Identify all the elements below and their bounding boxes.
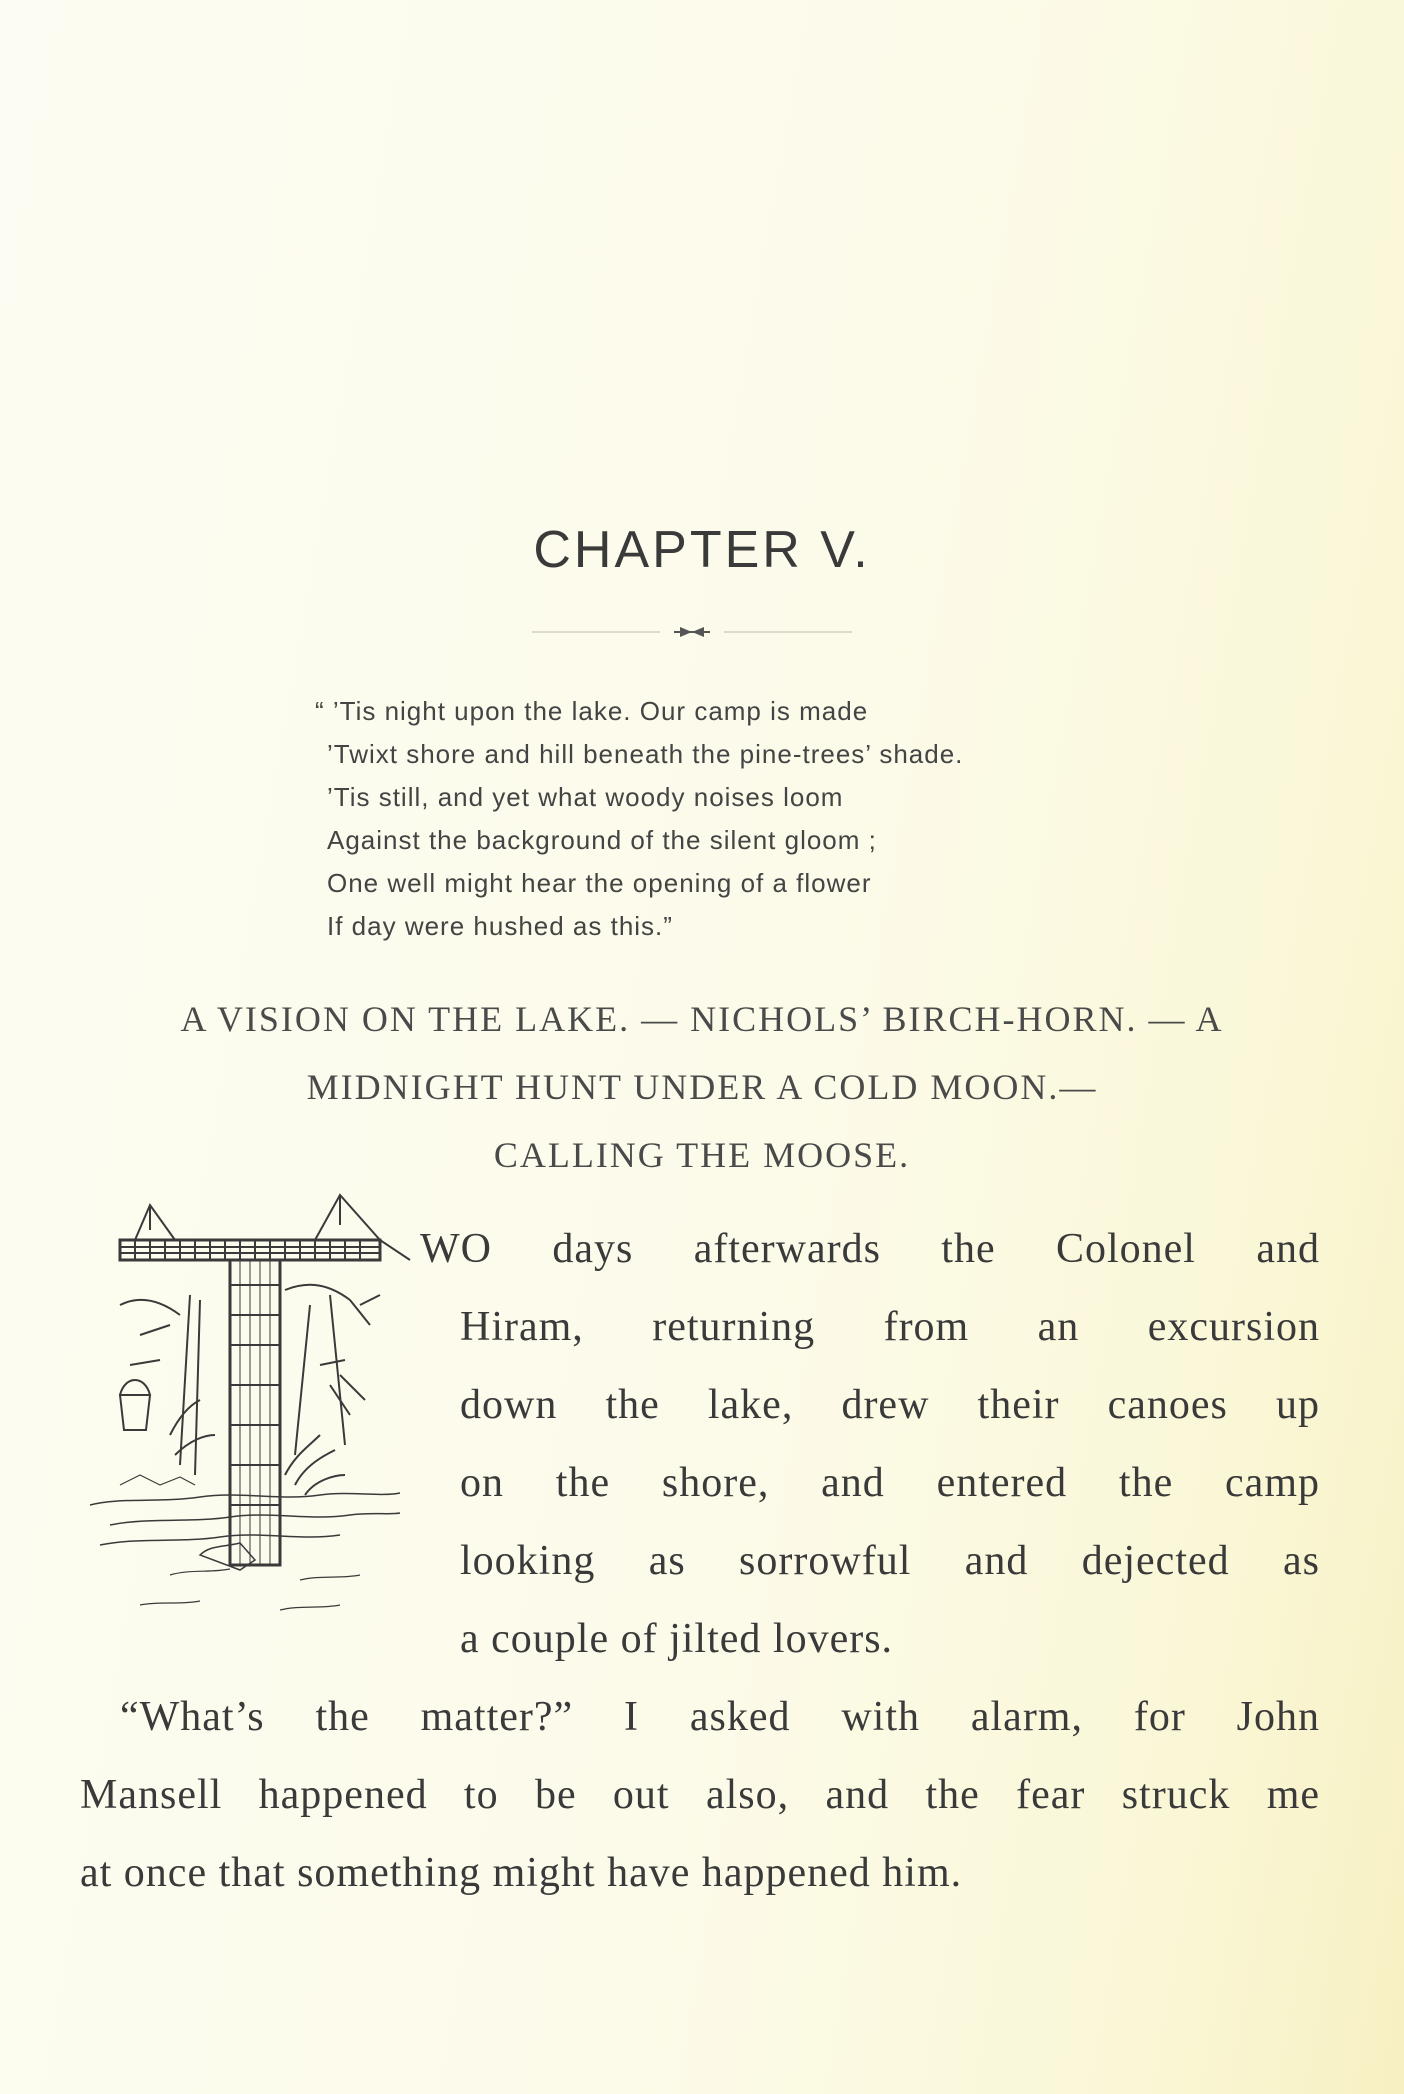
paragraph-line: looking as sorrowful and dejected as (460, 1538, 1320, 1584)
ornament-divider-icon (532, 622, 852, 642)
paragraph-line: Mansell happened to be out also, and the fear struck me (80, 1772, 1320, 1818)
summary-line: MIDNIGHT HUNT UNDER A COLD MOON.— (306, 1067, 1098, 1107)
epigraph-line: Against the background of the silent gloom ; (327, 825, 877, 855)
paragraph-first (420, 1210, 1320, 1678)
paragraph-line: a couple of jilted lovers. (460, 1616, 894, 1662)
paragraph-second (80, 1678, 1320, 1912)
paragraph-line: Hiram, returning from an excursion (460, 1304, 1320, 1350)
paragraph-line: “What’s the matter?” I asked with alarm, for John (120, 1694, 1320, 1740)
summary-line: CALLING THE MOOSE. (493, 1135, 911, 1175)
paragraph-line: WO days afterwards the Colonel and (420, 1226, 1320, 1272)
epigraph-line: If day were hushed as this.” (327, 911, 673, 941)
epigraph-line: ’Tis still, and yet what woody noises loom (327, 782, 844, 812)
chapter-summary (60, 985, 1344, 1189)
epigraph-line: One well might hear the opening of a flower (327, 868, 872, 898)
paragraph-line: down the lake, drew their canoes up (460, 1382, 1320, 1428)
epigraph-line: “ ’Tis night upon the lake. Our camp is made (315, 696, 869, 726)
epigraph-line: ’Twixt shore and hill beneath the pine-trees’ shade. (327, 739, 964, 769)
illustrated-initial-t-icon (80, 1185, 420, 1645)
epigraph-poem (315, 690, 1127, 948)
chapter-title: CHAPTER V. (533, 521, 871, 579)
paragraph-line: on the shore, and entered the camp (460, 1460, 1320, 1506)
paragraph-line: at once that something might have happened him. (80, 1850, 963, 1896)
summary-line: A VISION ON THE LAKE. — NICHOLS’ BIRCH-HORN. — A (180, 999, 1224, 1039)
